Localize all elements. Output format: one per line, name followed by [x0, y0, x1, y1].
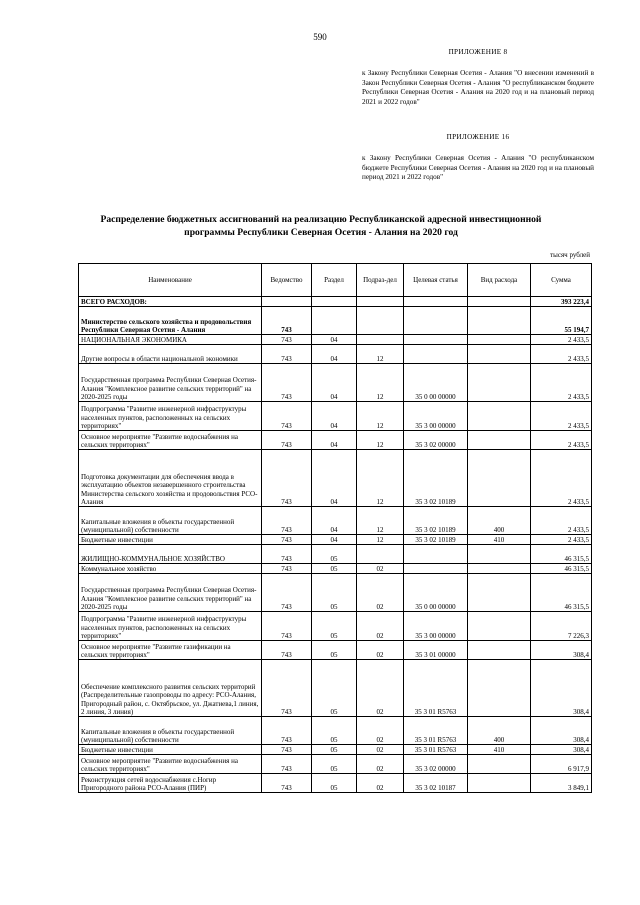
cell-section [312, 307, 357, 335]
cell-subsection: 02 [357, 774, 404, 793]
cell-department: 743 [262, 364, 312, 402]
cell-subsection: 02 [357, 612, 404, 641]
cell-sum: 2 433,5 [531, 431, 592, 450]
cell-sum: 46 315,5 [531, 545, 592, 564]
table-row [79, 431, 592, 450]
cell-name: Основное мероприятие "Развитие водоснабжения на сельских территориях" [79, 431, 262, 450]
cell-department: 743 [262, 717, 312, 745]
document-title: Распределение бюджетных ассигнований на реализацию Республиканской адресной инвестиционной программы Республики Северная Осетия - Алания на 2020 год [100, 214, 542, 238]
cell-section: 05 [312, 774, 357, 793]
cell-target-article: 35 3 01 R5763 [404, 717, 468, 745]
cell-department: 743 [262, 307, 312, 335]
cell-target-article [404, 297, 468, 307]
cell-sum: 308,4 [531, 641, 592, 660]
cell-department: 743 [262, 574, 312, 612]
cell-name: Бюджетные инвестиции [79, 745, 262, 755]
appendix-8-title: ПРИЛОЖЕНИЕ 8 [448, 48, 508, 56]
cell-subsection: 12 [357, 431, 404, 450]
cell-sum: 6 917,9 [531, 755, 592, 774]
cell-name: Подпрограмма "Развитие инженерной инфраструктуры населенных пунктов, расположенных на сельских территориях" [79, 402, 262, 431]
table-row [79, 612, 592, 641]
cell-target-article [404, 345, 468, 364]
cell-target-article: 35 3 02 10189 [404, 535, 468, 545]
appendix-8-text: к Закону Республики Северная Осетия - Алания "О внесении изменений в Закон Республики Северная Осетия - Алания "О республиканском бюджете Республики Северная Осетия - Алания на 2020 год и на плановый период 2021 и 2022 годов" [362, 69, 594, 106]
appendix-8-block [362, 48, 594, 107]
cell-expense-type [468, 431, 531, 450]
cell-department: 743 [262, 660, 312, 717]
cell-target-article: 35 3 01 R5763 [404, 745, 468, 755]
cell-department: 743 [262, 345, 312, 364]
cell-department: 743 [262, 745, 312, 755]
cell-expense-type [468, 545, 531, 564]
cell-target-article [404, 564, 468, 574]
cell-target-article: 35 3 02 00000 [404, 431, 468, 450]
cell-department: 743 [262, 507, 312, 535]
cell-name: Государственная программа Республики Северная Осетия-Алания "Комплексное развитие сельских территорий" на 2020-2025 годы [79, 364, 262, 402]
cell-section: 05 [312, 564, 357, 574]
table-row [79, 364, 592, 402]
cell-expense-type [468, 641, 531, 660]
cell-department: 743 [262, 545, 312, 564]
cell-subsection: 02 [357, 717, 404, 745]
cell-sum: 2 433,5 [531, 535, 592, 545]
cell-section: 04 [312, 364, 357, 402]
cell-subsection [357, 545, 404, 564]
cell-target-article: 35 0 00 00000 [404, 574, 468, 612]
cell-sum: 55 194,7 [531, 307, 592, 335]
cell-target-article: 35 0 00 00000 [404, 364, 468, 402]
cell-expense-type [468, 335, 531, 345]
cell-expense-type [468, 774, 531, 793]
cell-expense-type [468, 402, 531, 431]
budget-table [78, 263, 592, 793]
cell-sum: 46 315,5 [531, 574, 592, 612]
cell-sum: 2 433,5 [531, 402, 592, 431]
cell-target-article: 35 3 02 10187 [404, 774, 468, 793]
cell-department: 743 [262, 612, 312, 641]
cell-department: 743 [262, 450, 312, 507]
cell-target-article: 35 3 01 00000 [404, 641, 468, 660]
header-subsection: Подраз-дел [357, 264, 404, 297]
table-row [79, 755, 592, 774]
cell-section: 04 [312, 450, 357, 507]
cell-sum: 2 433,5 [531, 345, 592, 364]
table-row [79, 660, 592, 717]
cell-expense-type [468, 345, 531, 364]
cell-subsection: 12 [357, 364, 404, 402]
cell-department: 743 [262, 641, 312, 660]
cell-sum: 2 433,5 [531, 364, 592, 402]
cell-expense-type [468, 612, 531, 641]
table-row [79, 774, 592, 793]
cell-expense-type [468, 755, 531, 774]
cell-department [262, 297, 312, 307]
cell-section: 05 [312, 717, 357, 745]
cell-subsection: 12 [357, 345, 404, 364]
cell-target-article: 35 3 00 00000 [404, 612, 468, 641]
cell-expense-type: 400 [468, 717, 531, 745]
header-name: Наименование [79, 264, 262, 297]
header-section: Раздел [312, 264, 357, 297]
cell-subsection: 02 [357, 641, 404, 660]
cell-subsection: 12 [357, 535, 404, 545]
table-row [79, 335, 592, 345]
cell-name: Основное мероприятие "Развитие газификации на сельских территориях" [79, 641, 262, 660]
cell-department: 743 [262, 755, 312, 774]
cell-section: 05 [312, 755, 357, 774]
cell-subsection: 12 [357, 402, 404, 431]
cell-target-article [404, 545, 468, 564]
cell-sum: 308,4 [531, 660, 592, 717]
cell-sum: 308,4 [531, 745, 592, 755]
table-row [79, 307, 592, 335]
cell-sum: 2 433,5 [531, 507, 592, 535]
cell-subsection [357, 307, 404, 335]
appendix-16-block [362, 133, 594, 183]
cell-section [312, 297, 357, 307]
table-row [79, 717, 592, 745]
cell-name: Обеспечение комплексного развития сельских территорий (Распределительные газопроводы по адресу: РСО-Алания, Пригородный район, с. Октябрьское, ул. Джатиева,1 линия, 2 линия, 3 линия) [79, 660, 262, 717]
table-body [79, 297, 592, 793]
cell-section: 05 [312, 612, 357, 641]
cell-expense-type [468, 564, 531, 574]
table-row [79, 574, 592, 612]
table-row [79, 345, 592, 364]
cell-expense-type [468, 450, 531, 507]
table-header-row [79, 264, 592, 297]
table-row [79, 507, 592, 535]
cell-expense-type: 410 [468, 535, 531, 545]
cell-name: Капитальные вложения в объекты государственной (муниципальной) собственности [79, 717, 262, 745]
cell-subsection [357, 335, 404, 345]
units-label: тысяч рублей [550, 251, 590, 259]
cell-sum: 308,4 [531, 717, 592, 745]
cell-target-article: 35 3 00 00000 [404, 402, 468, 431]
cell-department: 743 [262, 774, 312, 793]
cell-sum: 7 226,3 [531, 612, 592, 641]
cell-sum: 2 433,5 [531, 450, 592, 507]
cell-name: Коммунальное хозяйство [79, 564, 262, 574]
cell-subsection: 02 [357, 574, 404, 612]
header-sum: Сумма [531, 264, 592, 297]
header-target-article: Целевая статья [404, 264, 468, 297]
cell-section: 05 [312, 660, 357, 717]
header-department: Ведомство [262, 264, 312, 297]
cell-subsection: 02 [357, 755, 404, 774]
cell-name: Министерство сельского хозяйства и продовольствия Республики Северная Осетия - Алания [79, 307, 262, 335]
cell-name: ЖИЛИЩНО-КОММУНАЛЬНОЕ ХОЗЯЙСТВО [79, 545, 262, 564]
cell-name: Реконструкция сетей водоснабжения с.Ногир Пригородного района РСО-Алания (ПИР) [79, 774, 262, 793]
cell-subsection: 12 [357, 507, 404, 535]
header-expense-type: Вид расхода [468, 264, 531, 297]
table-row [79, 564, 592, 574]
cell-section: 04 [312, 335, 357, 345]
cell-name: Подготовка документации для обеспечения ввода в эксплуатацию объектов незавершенного строительства Министерства сельского хозяйства и продовольствия РСО-Алания [79, 450, 262, 507]
cell-expense-type [468, 297, 531, 307]
cell-department: 743 [262, 535, 312, 545]
cell-name: ВСЕГО РАСХОДОВ: [79, 297, 262, 307]
cell-target-article: 35 3 02 10189 [404, 507, 468, 535]
cell-name: Подпрограмма "Развитие инженерной инфраструктуры населенных пунктов, расположенных на сельских территориях" [79, 612, 262, 641]
table-row [79, 641, 592, 660]
cell-subsection: 02 [357, 564, 404, 574]
cell-section: 04 [312, 507, 357, 535]
table-row [79, 535, 592, 545]
cell-name: Государственная программа Республики Северная Осетия-Алания "Комплексное развитие сельских территорий" на 2020-2025 годы [79, 574, 262, 612]
appendix-16-title: ПРИЛОЖЕНИЕ 16 [446, 133, 510, 141]
cell-expense-type [468, 574, 531, 612]
cell-subsection: 02 [357, 745, 404, 755]
cell-expense-type [468, 364, 531, 402]
cell-section: 05 [312, 545, 357, 564]
cell-department: 743 [262, 431, 312, 450]
cell-section: 05 [312, 745, 357, 755]
table-row [79, 545, 592, 564]
cell-section: 04 [312, 431, 357, 450]
cell-expense-type [468, 307, 531, 335]
cell-target-article: 35 3 01 R5763 [404, 660, 468, 717]
cell-section: 04 [312, 535, 357, 545]
cell-target-article: 35 3 02 00000 [404, 755, 468, 774]
table-row [79, 745, 592, 755]
cell-name: НАЦИОНАЛЬНАЯ ЭКОНОМИКА [79, 335, 262, 345]
cell-name: Другие вопросы в области национальной экономики [79, 345, 262, 364]
cell-section: 05 [312, 574, 357, 612]
cell-expense-type: 400 [468, 507, 531, 535]
cell-subsection: 02 [357, 660, 404, 717]
cell-section: 05 [312, 641, 357, 660]
cell-sum: 3 849,1 [531, 774, 592, 793]
table-row [79, 402, 592, 431]
cell-sum: 2 433,5 [531, 335, 592, 345]
table-row [79, 450, 592, 507]
cell-department: 743 [262, 564, 312, 574]
cell-name: Бюджетные инвестиции [79, 535, 262, 545]
cell-name: Капитальные вложения в объекты государственной (муниципальной) собственности [79, 507, 262, 535]
cell-name: Основное мероприятие "Развитие водоснабжения на сельских территориях" [79, 755, 262, 774]
cell-department: 743 [262, 335, 312, 345]
cell-department: 743 [262, 402, 312, 431]
cell-subsection: 12 [357, 450, 404, 507]
appendix-16-text: к Закону Республики Северная Осетия - Алания "О республиканском бюджете Республики Северная Осетия - Алания на 2020 год и на плановый период 2021 и 2022 годов" [362, 154, 594, 182]
cell-section: 04 [312, 345, 357, 364]
page-number: 590 [313, 32, 327, 42]
cell-target-article [404, 307, 468, 335]
cell-expense-type [468, 660, 531, 717]
cell-section: 04 [312, 402, 357, 431]
table-row [79, 297, 592, 307]
cell-target-article [404, 335, 468, 345]
cell-sum: 46 315,5 [531, 564, 592, 574]
cell-target-article: 35 3 02 10189 [404, 450, 468, 507]
cell-subsection [357, 297, 404, 307]
cell-expense-type: 410 [468, 745, 531, 755]
cell-sum: 393 223,4 [531, 297, 592, 307]
